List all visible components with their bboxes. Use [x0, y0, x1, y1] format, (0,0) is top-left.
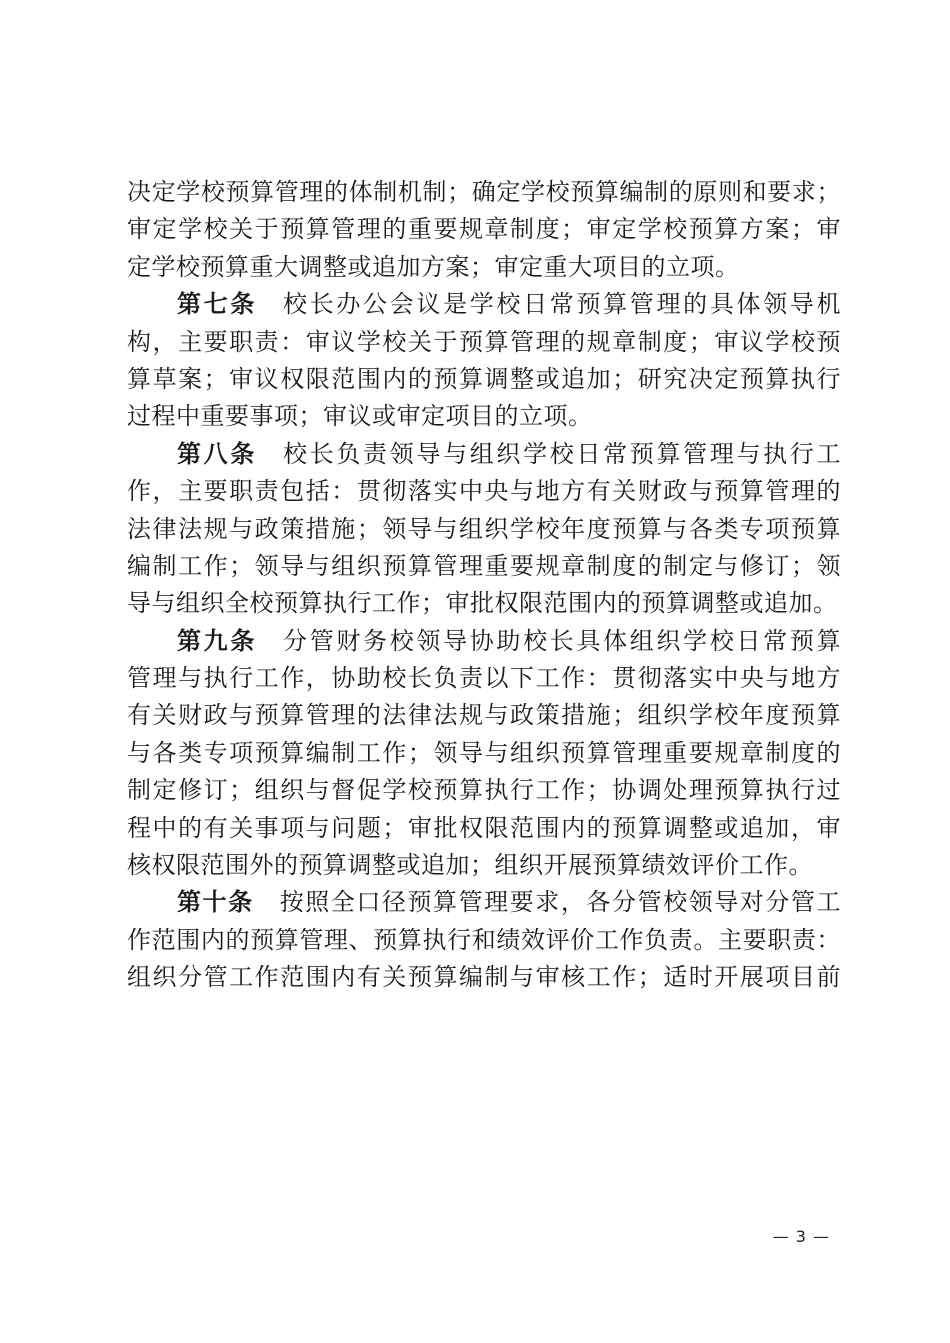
- text-line: 制定修订；组织与督促学校预算执行工作；协调处理预算执行过: [127, 776, 841, 805]
- article-text: 按照全口径预算管理要求，各分管校领导对分管工: [279, 888, 841, 917]
- article-8: [127, 436, 841, 623]
- text-line: 核权限范围外的预算调整或追加；组织开展预算绩效评价工作。: [127, 851, 813, 880]
- article-first-line: [127, 436, 841, 473]
- text-line: 作范围内的预算管理、预算执行和绩效评价工作负责。主要职责：: [127, 925, 841, 954]
- text-line: 定学校预算重大调整或追加方案；审定重大项目的立项。: [127, 252, 740, 281]
- text-line: 与各类专项预算编制工作；领导与组织预算管理重要规章制度的: [127, 738, 841, 767]
- article-text: 校长负责领导与组织学校日常预算管理与执行工: [283, 439, 842, 468]
- text-line: 导与组织全校预算执行工作；审批权限范围内的预算调整或追加。: [127, 589, 838, 618]
- article-number: 第八条: [177, 439, 258, 468]
- article-number: 第九条: [177, 626, 258, 655]
- article-text: 分管财务校领导协助校长具体组织学校日常预算: [283, 626, 842, 655]
- article-9: [127, 623, 841, 885]
- continuation-paragraph: [127, 174, 841, 286]
- article-first-line: [127, 286, 841, 323]
- article-first-line: [127, 884, 841, 921]
- article-text: 校长办公会议是学校日常预算管理的具体领导机: [283, 290, 842, 319]
- text-line: 编制工作；领导与组织预算管理重要规章制度的制定与修订；领: [127, 551, 841, 580]
- article-number: 第七条: [177, 290, 258, 319]
- text-line: 组织分管工作范围内有关预算编制与审核工作；适时开展项目前: [127, 963, 841, 992]
- text-line: 过程中重要事项；审议或审定项目的立项。: [127, 402, 593, 431]
- text-line: 构，主要职责：审议学校关于预算管理的规章制度；审议学校预: [127, 327, 841, 356]
- text-line: 审定学校关于预算管理的重要规章制度；审定学校预算方案；审: [127, 215, 841, 244]
- text-line: 法律法规与政策措施；领导与组织学校年度预算与各类专项预算: [127, 514, 841, 543]
- text-line: 有关财政与预算管理的法律法规与政策措施；组织学校年度预算: [127, 701, 841, 730]
- article-first-line: [127, 623, 841, 660]
- text-line: 管理与执行工作，协助校长负责以下工作：贯彻落实中央与地方: [127, 664, 841, 693]
- article-10: [127, 884, 841, 996]
- page-number: — 3 —: [772, 1227, 830, 1246]
- text-line: 决定学校预算管理的体制机制；确定学校预算编制的原则和要求；: [127, 178, 841, 206]
- text-line: 程中的有关事项与问题；审批权限范围内的预算调整或追加，审: [127, 813, 841, 842]
- document-body: [127, 174, 841, 997]
- article-number: 第十条: [177, 888, 254, 917]
- text-line: 作，主要职责包括：贯彻落实中央与地方有关财政与预算管理的: [127, 477, 841, 506]
- article-7: [127, 286, 841, 436]
- text-line: 算草案；审议权限范围内的预算调整或追加；研究决定预算执行: [127, 364, 841, 393]
